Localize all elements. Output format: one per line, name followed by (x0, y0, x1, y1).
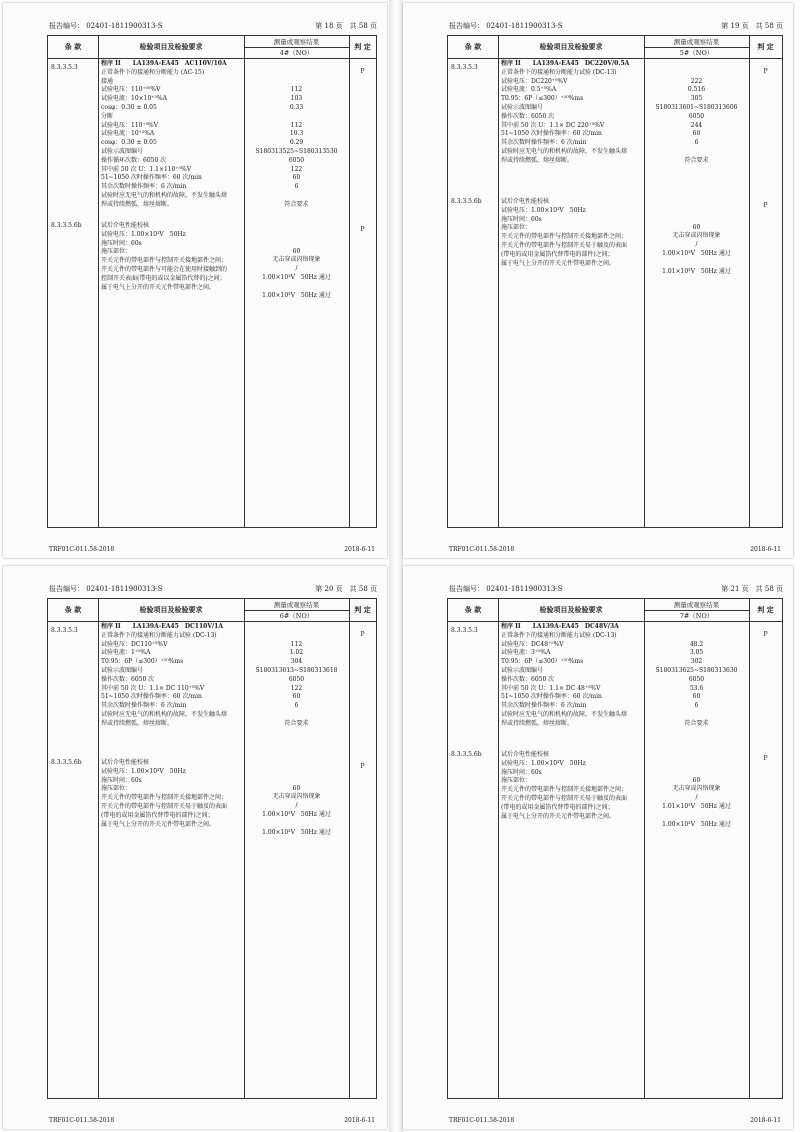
requirement-line: 施压部位： (501, 224, 532, 232)
result-line: 112 (290, 121, 303, 129)
requirement-line: T0.95：6P（≤300）⁺²⁰%ms (501, 658, 584, 666)
result-line (244, 239, 349, 248)
test-results-table (47, 35, 377, 528)
result-line: 符合要求 (684, 719, 709, 727)
verdict: P (763, 631, 768, 638)
requirement-block (101, 759, 243, 829)
result-line: 10.3 (289, 130, 304, 138)
requirement-line: 试验电压：1.00×10³V 50Hz (101, 230, 186, 238)
requirement-line: cosφ：0.30 ± 0.05 (101, 103, 157, 111)
result-line: 1.00×10³V 50Hz 通过 (662, 820, 731, 828)
requirement-line: 试后介电性能校核 (101, 222, 150, 229)
result-line (244, 60, 349, 69)
verdict: P (360, 631, 365, 638)
result-line: 0.33 (289, 103, 304, 111)
requirement-line: 开关元件的带电部件与控制开关易于触及的表面 (101, 802, 228, 810)
col-requirement-header: 检验项目及检验要求 (139, 605, 203, 614)
result-block (644, 206, 749, 276)
requirement-block (101, 623, 243, 729)
clause-number: 8.3.3.5.6b (451, 751, 482, 758)
result-line: 60 (292, 693, 301, 701)
result-block (244, 767, 349, 837)
requirement-line: 施压时间：60s (101, 776, 142, 784)
requirement-line: 其余次数时操作频率：6 次/min (501, 702, 587, 710)
col-requirement-header: 检验项目及检验要求 (539, 42, 603, 51)
form-number: TRF01C-011.58-2018 (49, 546, 115, 553)
result-line: 305 (690, 95, 703, 103)
requirement-line: 试验电流：0.5⁺⁵%A (501, 86, 557, 94)
requirement-line: 开关元件的带电部件与控制开关接地部件之间； (501, 786, 628, 794)
result-line: 112 (290, 86, 303, 94)
requirement-line: 程序 II LA139A-EA45 DC110V/1A (101, 623, 224, 630)
result-line: 1.00×10³V 50Hz 通过 (262, 828, 331, 836)
requirement-line: (带电的或用金属箔代替带电的部件)之间； (501, 803, 614, 811)
result-block (644, 60, 749, 166)
requirement-line: 试后介电性能校核 (101, 759, 150, 766)
result-line (644, 711, 749, 720)
requirement-line: 开关元件的带电部件与控制开关易于触及的表面 (501, 241, 628, 249)
result-line: 60 (692, 223, 701, 231)
result-line: 1.00×10³V 50Hz 通过 (262, 810, 331, 818)
requirement-line: 其中前 50 次 U：1.1× DC 110⁺⁵%V (101, 684, 205, 692)
result-line: / (295, 265, 298, 273)
result-line (244, 113, 349, 122)
result-line (244, 820, 349, 829)
report-page-21 (403, 566, 793, 1129)
page-number: 第 21 页 共 58 页 (721, 585, 783, 593)
result-line: 1.01×10³V 50Hz 通过 (662, 802, 731, 810)
col-sample-header: 6#（NO） (279, 612, 314, 620)
requirement-line: cosφ：0.30 ± 0.05 (101, 139, 157, 147)
result-line: S180313525~S180313530 (255, 147, 338, 155)
result-line: / (295, 802, 298, 810)
result-line: 0.29 (289, 139, 304, 147)
requirement-line: 试验电流：3⁺⁵%A (501, 649, 551, 657)
result-line (244, 192, 349, 201)
result-line: 1.00×10³V 50Hz 通过 (262, 291, 331, 299)
result-block (644, 759, 749, 829)
col-verdict-header: 判 定 (757, 42, 774, 51)
requirement-line: 试验示波图编号 (101, 666, 144, 674)
requirement-line: 试验电流：10×10⁺⁵%A (101, 95, 167, 103)
result-line: 无击穿或闪络现象 (272, 256, 321, 264)
requirement-line: 分断 (101, 112, 114, 120)
requirement-line: 施压时间：60s (501, 215, 542, 223)
verdict: P (360, 763, 365, 770)
requirement-line: 其中前 50 次 U：1.1×110⁺⁵%V (101, 165, 192, 173)
result-line: 符合要求 (684, 156, 709, 164)
requirement-line: 试验电压：110⁺⁵%V (101, 121, 159, 129)
result-line: 6050 (288, 675, 305, 683)
requirement-line: 试验时应无电气的和机构的故障，不发生触头熔 (501, 710, 628, 718)
requirement-line: 属于电气上分开的开关元件带电部件之间。 (101, 283, 216, 291)
col-result-header: 测量或观察结果 (644, 37, 749, 48)
verdict: P (763, 755, 768, 762)
col-clause-header: 条 款 (464, 42, 482, 51)
table-body (48, 621, 376, 1098)
result-line: 0.516 (687, 86, 706, 94)
requirement-line: T0.95：6P（≤300）⁺²⁰%ms (101, 658, 184, 666)
requirement-line: 焊或持续燃弧，熔丝熔断。 (501, 719, 574, 727)
table-body (448, 621, 782, 1098)
report-number: 报告编号： 02401-1811900313-S (449, 22, 563, 30)
col-sample-header: 4#（NO） (279, 49, 314, 57)
page-header (449, 584, 783, 594)
form-number: TRF01C-011.58-2018 (449, 1117, 515, 1124)
test-results-table (447, 35, 783, 528)
requirement-line: 开关元件的带电部件与可能会在使用时接触到的 (101, 265, 228, 273)
result-line (244, 78, 349, 87)
requirement-line: 程序 II LA139A-EA45 DC48V/3A (501, 623, 619, 630)
result-line: 103 (290, 95, 303, 103)
requirement-line: 其余次数时操作频率：6 次/min (101, 183, 187, 191)
requirement-block (501, 198, 643, 268)
requirement-line: 开关元件的带电部件与控制开关易于触及的表面 (501, 794, 628, 802)
report-page-18 (3, 3, 387, 558)
result-line: / (695, 794, 698, 802)
requirement-line: 属于电气上分开的开关元件带电部件之间。 (101, 820, 216, 828)
form-number: TRF01C-011.58-2018 (449, 546, 515, 553)
result-line: 无击穿或闪络现象 (672, 232, 721, 240)
requirement-line: 开关元件的带电部件与控制开关接地部件之间； (101, 794, 228, 802)
result-line (244, 230, 349, 239)
result-line: 无击穿或闪络现象 (672, 785, 721, 793)
clause-number: 8.3.3.5.3 (451, 627, 478, 634)
col-result-header: 测量或观察结果 (244, 37, 349, 48)
result-line: 122 (290, 165, 303, 173)
requirement-line: 其余次数时操作频率：6 次/min (501, 139, 587, 147)
test-results-table (47, 598, 377, 1099)
result-line: 1.02 (289, 649, 304, 657)
result-line: 60 (292, 247, 301, 255)
col-clause-header: 条 款 (464, 605, 482, 614)
requirement-line: 试验电压：110⁺⁵⁰%V (101, 86, 161, 94)
result-block (244, 230, 349, 300)
requirement-line: 试验电流：10⁺⁵%A (101, 130, 155, 138)
verdict: P (763, 202, 768, 209)
result-line: 60 (692, 776, 701, 784)
result-line (644, 259, 749, 268)
result-block (244, 60, 349, 210)
page-number: 第 18 页 共 58 页 (315, 22, 377, 30)
page-header (449, 21, 783, 31)
result-line (244, 283, 349, 292)
result-line: S180313601~S180313606 (655, 103, 738, 111)
requirement-line: (带电的或用金属箔代替带电的部件)之间； (501, 250, 614, 258)
result-line (644, 148, 749, 157)
result-line (644, 623, 749, 632)
requirement-line: 试后介电性能校核 (501, 751, 550, 758)
requirement-line: 试验时应无电气的和机构的故障，不发生触头熔 (501, 147, 628, 155)
requirement-line: 开关元件的带电部件与控制开关接地部件之间； (101, 257, 228, 265)
requirement-line: 正常条件下的接通和分断能力 (AC-15) (101, 68, 205, 76)
col-verdict-header: 判 定 (354, 605, 371, 614)
report-number: 报告编号： 02401-1811900313-S (49, 585, 163, 593)
clause-number: 8.3.3.5.3 (451, 64, 478, 71)
requirement-line: 51~1050 次时操作频率：60 次/min (101, 174, 202, 182)
report-page-20 (3, 566, 387, 1129)
col-verdict-header: 判 定 (354, 42, 371, 51)
result-line: 1.01×10³V 50Hz 通过 (662, 267, 731, 275)
result-line (644, 812, 749, 821)
requirement-line: 试后介电性能校核 (501, 198, 550, 205)
requirement-line: 焊或持续燃弧，熔丝熔断。 (101, 719, 174, 727)
col-clause-header: 条 款 (64, 605, 82, 614)
result-line: 60 (292, 174, 301, 182)
result-line: 53.6 (689, 684, 704, 692)
requirement-block (501, 623, 643, 729)
requirement-line: 焊或持续燃弧，熔丝熔断。 (501, 156, 574, 164)
requirement-line: 试验电压：DC220⁺⁵%V (501, 77, 568, 85)
requirement-line: 操作循环次数：6050 次 (101, 156, 167, 164)
requirement-line: 正常条件下的接通和分断能力试验 (DC-13) (501, 68, 617, 76)
result-line: 112 (290, 640, 303, 648)
form-number: TRF01C-011.58-2018 (49, 1117, 115, 1124)
requirement-line: 试验电流：1⁺⁵%A (101, 649, 151, 657)
requirement-line: 试验电压：1.00×10³V 50Hz (501, 206, 586, 214)
result-line: 60 (292, 784, 301, 792)
clause-number: 8.3.3.5.6b (51, 222, 82, 229)
result-line: 6 (294, 183, 299, 191)
clause-number: 8.3.3.5.6b (51, 759, 82, 766)
requirement-line: 试验时应无电气的和机构的故障，不发生触头熔 (101, 710, 228, 718)
result-block (644, 623, 749, 729)
clause-number: 8.3.3.5.6b (451, 198, 482, 205)
result-line: 6 (694, 702, 699, 710)
requirement-line: 控制开关表面(带电的或以金属箔代替的)之间； (101, 274, 226, 282)
requirement-line: 接通 (101, 77, 114, 85)
result-line: 符合要求 (284, 719, 309, 727)
result-line: 无击穿或闪络现象 (272, 793, 321, 801)
requirement-block (101, 222, 243, 292)
requirement-block (501, 60, 643, 166)
requirement-block (501, 751, 643, 821)
result-line: 6 (694, 139, 699, 147)
report-number: 报告编号： 02401-1811900313-S (449, 585, 563, 593)
result-line: 6050 (688, 675, 705, 683)
col-sample-header: 5#（NO） (679, 49, 714, 57)
result-line: 6050 (288, 156, 305, 164)
requirement-line: 试验示波图编号 (501, 103, 544, 111)
book-spine (389, 0, 403, 1132)
verdict: P (763, 68, 768, 75)
result-line (244, 711, 349, 720)
requirement-line: 试验电压：1.00×10³V 50Hz (101, 767, 186, 775)
requirement-line: 开关元件的带电部件与控制开关接地部件之间； (501, 233, 628, 241)
form-date: 2018-6-11 (344, 546, 375, 553)
page-header (49, 584, 377, 594)
requirement-line: 试验电压：DC48⁺⁵%V (501, 640, 564, 648)
col-result-header: 测量或观察结果 (244, 600, 349, 611)
result-line: 222 (690, 77, 703, 85)
requirement-line: 属于电气上分开的开关元件带电部件之间。 (501, 812, 616, 820)
result-line: 60 (692, 693, 701, 701)
requirement-line: 施压时间：60s (501, 768, 542, 776)
result-line (244, 632, 349, 641)
requirement-line: 施压部位： (101, 248, 132, 256)
col-requirement-header: 检验项目及检验要求 (139, 42, 203, 51)
page-number: 第 20 页 共 58 页 (315, 585, 377, 593)
requirement-line: 51~1050 次时操作频率：60 次/min (501, 130, 602, 138)
report-page-19 (403, 3, 793, 558)
verdict: P (360, 226, 365, 233)
col-result-header: 测量或观察结果 (644, 600, 749, 611)
requirement-line: 试验时应无电气的和机构的故障，不发生触头熔 (101, 191, 228, 199)
result-line (244, 69, 349, 78)
result-line (244, 776, 349, 785)
requirement-line: 属于电气上分开的开关元件带电部件之间。 (501, 259, 616, 267)
result-line (644, 69, 749, 78)
requirement-line: 51~1050 次时操作频率：60 次/min (101, 693, 202, 701)
requirement-line: 程序 II LA139A-EA45 AC110V/10A (101, 60, 227, 67)
requirement-line: 施压时间：60s (101, 239, 142, 247)
requirement-line: 操作次数：6050 次 (101, 675, 155, 683)
page-header (49, 21, 377, 31)
requirement-line: 焊或持续燃弧，熔丝熔断。 (101, 200, 174, 208)
form-date: 2018-6-11 (750, 1117, 781, 1124)
result-line: 48.2 (689, 640, 704, 648)
result-line (644, 60, 749, 69)
result-line: 1.00×10³V 50Hz 通过 (662, 249, 731, 257)
result-line (244, 623, 349, 632)
result-line: 1.00×10³V 50Hz 通过 (262, 273, 331, 281)
table-body (48, 58, 376, 527)
form-date: 2018-6-11 (750, 546, 781, 553)
col-clause-header: 条 款 (64, 42, 82, 51)
report-number: 报告编号： 02401-1811900313-S (49, 22, 163, 30)
requirement-line: 正常条件下的接通和分断能力试验 (DC-13) (101, 631, 217, 639)
result-line (644, 215, 749, 224)
requirement-block (101, 60, 243, 210)
result-line (644, 206, 749, 215)
requirement-line: 其中前 50 次 U：1.1× DC 220⁺⁵%V (501, 121, 605, 129)
verdict: P (360, 68, 365, 75)
result-line: / (695, 241, 698, 249)
requirement-line: (带电的或用金属箔代替带电的部件)之间； (101, 811, 214, 819)
result-line: S180313625~S180313630 (655, 666, 738, 674)
result-line (644, 632, 749, 641)
test-results-table (447, 598, 783, 1099)
requirement-line: 其中前 50 次 U：1.1× DC 48⁺⁵%V (501, 684, 601, 692)
result-line: 6050 (688, 112, 705, 120)
requirement-line: 正常条件下的接通和分断能力试验 (DC-13) (501, 631, 617, 639)
page-number: 第 19 页 共 58 页 (721, 22, 783, 30)
result-line (644, 768, 749, 777)
requirement-line: 施压部位： (101, 785, 132, 793)
result-line (244, 767, 349, 776)
requirement-line: 其余次数时操作频率：6 次/min (101, 702, 187, 710)
requirement-line: T0.95：6P（≤300）⁺²⁰%ms (501, 95, 584, 103)
clause-number: 8.3.3.5.3 (51, 627, 78, 634)
requirement-line: 操作次数：6050 次 (501, 675, 555, 683)
requirement-line: 试验示波图编号 (101, 147, 144, 155)
result-block (244, 623, 349, 729)
requirement-line: 操作次数：6050 次 (501, 112, 555, 120)
col-sample-header: 7#（NO） (679, 612, 714, 620)
clause-number: 8.3.3.5.3 (51, 64, 78, 71)
result-line: 304 (290, 658, 303, 666)
result-line: 3.05 (689, 649, 704, 657)
requirement-line: 试验示波图编号 (501, 666, 544, 674)
requirement-line: 程序 II LA139A-EA45 DC220V/0.5A (501, 60, 630, 67)
result-line: 6 (294, 702, 299, 710)
result-line (644, 759, 749, 768)
col-verdict-header: 判 定 (757, 605, 774, 614)
result-line: 122 (290, 684, 303, 692)
requirement-line: 试验电压：1.00×10³V 50Hz (501, 759, 586, 767)
result-line: 60 (692, 130, 701, 138)
result-line: S180313613~S180313618 (255, 666, 338, 674)
result-line: 244 (690, 121, 703, 129)
table-body (448, 58, 782, 527)
result-line: 302 (690, 658, 703, 666)
requirement-line: 施压部位： (501, 777, 532, 785)
form-date: 2018-6-11 (344, 1117, 375, 1124)
requirement-line: 试验电压：DC110⁺⁵%V (101, 640, 168, 648)
result-line: 符合要求 (284, 200, 309, 208)
requirement-line: 51~1050 次时操作频率：60 次/min (501, 693, 602, 701)
col-requirement-header: 检验项目及检验要求 (539, 605, 603, 614)
